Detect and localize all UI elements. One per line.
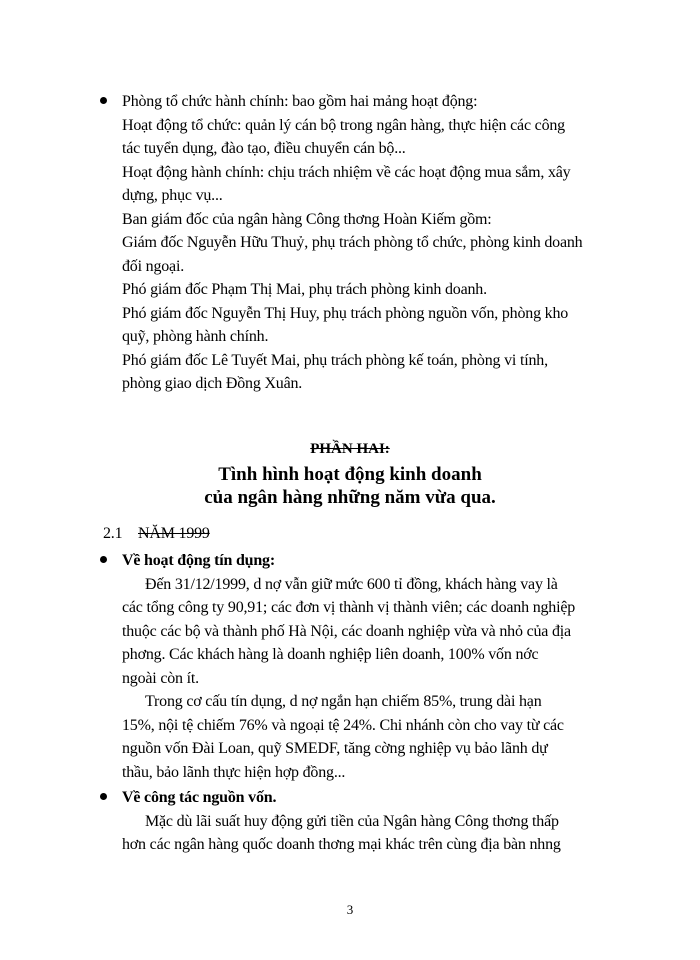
funding-heading: Về công tác nguồn vốn. bbox=[122, 789, 277, 806]
text-line: Hoạt động hành chính: chịu trách nhiệm về các hoạt động mua sắm, xây bbox=[122, 164, 571, 181]
section-number: 2.1 bbox=[103, 525, 123, 542]
text-line: các tổng công ty 90,91; các đơn vị thành vị thành viên; các doanh nghiệp bbox=[122, 599, 576, 616]
text-line: phơng. Các khách hàng là doanh nghiệp liên doanh, 100% vốn nớc bbox=[122, 646, 539, 663]
text-line: 15%, nội tệ chiếm 76% và ngoại tệ 24%. Chi nhánh còn cho vay từ các bbox=[122, 717, 564, 734]
text-line: Trong cơ cấu tín dụng, d nợ ngắn hạn chiếm 85%, trung dài hạn bbox=[145, 693, 542, 710]
text-line: Mặc dù lãi suất huy động gửi tiền của Ngân hàng Công thơng thấp bbox=[145, 813, 559, 830]
text-line: Giám đốc Nguyễn Hữu Thuỷ, phụ trách phòng tổ chức, phòng kinh doanh bbox=[122, 234, 583, 251]
bullet-icon bbox=[100, 793, 107, 800]
page-number: 3 bbox=[346, 902, 354, 917]
text-line: nguồn vốn Đài Loan, quỹ SMEDF, tăng cờng nghiệp vụ bảo lãnh dự bbox=[122, 740, 548, 757]
part-title-line-2: của ngân hàng những năm vừa qua. bbox=[204, 487, 496, 508]
text-line: Phó giám đốc Lê Tuyết Mai, phụ trách phòng kế toán, phòng vi tính, bbox=[122, 352, 548, 369]
text-line: ngoài còn ít. bbox=[122, 670, 199, 687]
text-line: đối ngoại. bbox=[122, 258, 184, 275]
text-line: thuộc các bộ và thành phố Hà Nội, các doanh nghiệp vừa và nhỏ của địa bbox=[122, 623, 571, 640]
text-line: Hoạt động tổ chức: quản lý cán bộ trong ngân hàng, thực hiện các công bbox=[122, 117, 565, 134]
text-line: phòng giao dịch Đồng Xuân. bbox=[122, 375, 303, 392]
text-line: Phòng tổ chức hành chính: bao gồm hai mảng hoạt động: bbox=[122, 93, 478, 110]
text-line: Đến 31/12/1999, d nợ vẫn giữ mức 600 tỉ đồng, khách hàng vay là bbox=[145, 576, 558, 593]
section-heading: NĂM 1999 bbox=[138, 525, 210, 542]
text-line: Phó giám đốc Nguyễn Thị Huy, phụ trách phòng nguồn vốn, phòng kho bbox=[122, 305, 569, 322]
text-line: quỹ, phòng hành chính. bbox=[122, 328, 269, 345]
text-line: dựng, phục vụ... bbox=[122, 187, 223, 204]
text-line: hơn các ngân hàng quốc doanh thơng mại khác trên cùng địa bàn nhng bbox=[122, 836, 561, 853]
bullet-icon bbox=[100, 97, 107, 104]
credit-heading: Về hoạt động tín dụng: bbox=[122, 552, 275, 569]
text-line: Phó giám đốc Phạm Thị Mai, phụ trách phòng kinh doanh. bbox=[122, 281, 487, 298]
bullet-icon bbox=[100, 556, 107, 563]
text-line: Ban giám đốc của ngân hàng Công thơng Hoàn Kiếm gồm: bbox=[122, 211, 492, 228]
part-title-line-1: Tình hình hoạt động kinh doanh bbox=[218, 464, 482, 485]
text-line: tác tuyển dụng, đào tạo, điều chuyển cán bộ... bbox=[122, 140, 406, 157]
part-label: PHẦN HAI: bbox=[310, 441, 390, 457]
text-line: thầu, bảo lãnh thực hiện hợp đồng... bbox=[122, 764, 346, 781]
